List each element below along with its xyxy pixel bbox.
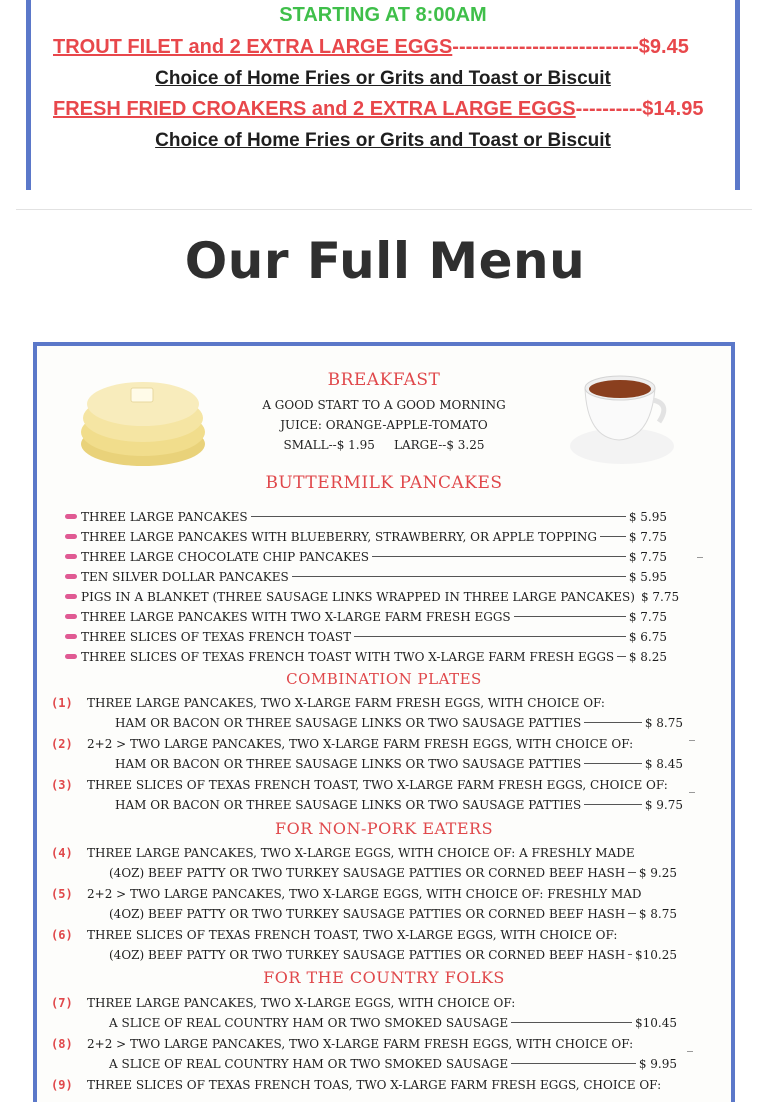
item-price: $ 7.75 [628,610,667,624]
scan-speck [687,1051,693,1052]
combo-number: (8) [51,1037,73,1051]
special-item-price: $14.95 [642,98,704,120]
item-price: $ 9.25 [638,866,677,880]
combo-description: 2+2 > TWO LARGE PANCAKES, TWO X-LARGE FARM FRESH EGGS, WITH CHOICE OF: [87,1037,634,1051]
special-item-name: TROUT FILET and 2 EXTRA LARGE EGGS [53,36,453,58]
item-price: $ 9.95 [638,1057,677,1071]
item-price: $10.45 [635,1016,677,1030]
item-price: $ 8.25 [628,650,667,664]
country-title: FOR THE COUNTRY FOLKS [263,968,505,987]
list-item: THREE LARGE PANCAKES WITH BLUEBERRY, STRAWBERRY, OR APPLE TOPPING $ 7.75 [65,530,667,546]
combo-number: (4) [51,846,73,860]
juice-prices [37,438,731,452]
item-price: $10.25 [635,948,677,962]
item-price: $ 5.95 [628,510,667,524]
combo-description: THREE SLICES OF TEXAS FRENCH TOAST, TWO X-LARGE FARM FRESH EGGS, CHOICE OF: [87,778,668,792]
combo-number: (6) [51,928,73,942]
combo-number: (3) [51,778,73,792]
item-price: $ 8.75 [638,907,677,921]
combo-description: 2+2 > TWO LARGE PANCAKES, TWO X-LARGE FARM FRESH EGGS, WITH CHOICE OF: [87,737,634,751]
item-price: $ 8.45 [644,757,683,771]
special-item-price: $9.45 [638,36,689,58]
combo-number: (2) [51,737,73,751]
combo-description: THREE SLICES OF TEXAS FRENCH TOAS, TWO X-LARGE FARM FRESH EGGS, CHOICE OF: [87,1078,662,1092]
scan-speck [697,557,703,558]
breakfast-tagline: A GOOD START TO A GOOD MORNING [262,398,506,412]
special-item-side: Choice of Home Fries or Grits and Toast or Biscuit [155,68,611,89]
combo-description: THREE LARGE PANCAKES, TWO X-LARGE FARM FRESH EGGS, WITH CHOICE OF: [87,696,605,710]
bullet-icon [65,574,77,579]
juice-options: JUICE: ORANGE-APPLE-TOMATO [280,418,488,432]
full-menu-image [33,342,735,1102]
bullet-icon [65,654,77,659]
combo-options: (4OZ) BEEF PATTY OR TWO TURKEY SAUSAGE PATTIES OR CORNED BEEF HASH $ 8.75 [109,907,677,921]
item-price: $ 7.75 [628,530,667,544]
list-item: THREE LARGE PANCAKES $ 5.95 [65,510,667,526]
combo-description: 2+2 > TWO LARGE PANCAKES, TWO X-LARGE EGGS, WITH CHOICE OF: FRESHLY MAD [87,887,642,901]
combo-description: THREE LARGE PANCAKES, TWO X-LARGE EGGS, WITH CHOICE OF: [87,996,516,1010]
combo-description: THREE SLICES OF TEXAS FRENCH TOAST, TWO X-LARGE EGGS, WITH CHOICE OF: [87,928,618,942]
list-item: THREE LARGE PANCAKES WITH TWO X-LARGE FARM FRESH EGGS $ 7.75 [65,610,667,626]
scan-speck [689,740,695,741]
special-menu-image [26,0,740,190]
juice-large-price: LARGE--$ 3.25 [393,438,485,452]
special-item [53,98,703,121]
list-item: THREE LARGE CHOCOLATE CHIP PANCAKES $ 7.75 [65,550,667,566]
special-item-name: FRESH FRIED CROAKERS and 2 EXTRA LARGE EGGS [53,98,576,120]
combo-options: HAM OR BACON OR THREE SAUSAGE LINKS OR TWO SAUSAGE PATTIES $ 9.75 [115,798,683,812]
combo-options: A SLICE OF REAL COUNTRY HAM OR TWO SMOKED SAUSAGE $ 9.95 [109,1057,677,1071]
list-item: THREE SLICES OF TEXAS FRENCH TOAST WITH TWO X-LARGE FARM FRESH EGGS $ 8.25 [65,650,667,666]
item-price: $ 5.95 [628,570,667,584]
combo-options: (4OZ) BEEF PATTY OR TWO TURKEY SAUSAGE PATTIES OR CORNED BEEF HASH $ 9.25 [109,866,677,880]
combo-number: (1) [51,696,73,710]
combo-options: (4OZ) BEEF PATTY OR TWO TURKEY SAUSAGE PATTIES OR CORNED BEEF HASH $10.25 [109,948,677,962]
combo-description: THREE LARGE PANCAKES, TWO X-LARGE EGGS, WITH CHOICE OF: A FRESHLY MADE [87,846,635,860]
pancakes-title: BUTTERMILK PANCAKES [265,473,503,493]
item-price: $ 7.75 [628,550,667,564]
combo-number: (9) [51,1078,73,1092]
special-item-side: Choice of Home Fries or Grits and Toast or Biscuit [155,130,611,151]
combo-number: (7) [51,996,73,1010]
list-item: TEN SILVER DOLLAR PANCAKES $ 5.95 [65,570,667,586]
bullet-icon [65,614,77,619]
special-item-dashes: ---------------------------- [452,36,639,58]
bullet-icon [65,594,77,599]
section-divider [16,209,752,210]
combo-number: (5) [51,887,73,901]
combination-title: COMBINATION PLATES [286,670,482,688]
page-title: Our Full Menu [184,232,586,290]
bullet-icon [65,634,77,639]
item-price: $ 9.75 [644,798,683,812]
item-price: $ 8.75 [644,716,683,730]
nonpork-title: FOR NON-PORK EATERS [274,819,494,838]
list-item: THREE SLICES OF TEXAS FRENCH TOAST $ 6.75 [65,630,667,646]
bullet-icon [65,534,77,539]
juice-small-price: SMALL--$ 1.95 [283,438,375,452]
special-start-time: STARTING AT 8:00AM [279,4,487,26]
combo-options: HAM OR BACON OR THREE SAUSAGE LINKS OR TWO SAUSAGE PATTIES $ 8.75 [115,716,683,730]
special-item-dashes: ---------- [575,98,643,120]
combo-options: A SLICE OF REAL COUNTRY HAM OR TWO SMOKED SAUSAGE $10.45 [109,1016,677,1030]
breakfast-title: BREAKFAST [327,370,441,390]
combo-options: HAM OR BACON OR THREE SAUSAGE LINKS OR TWO SAUSAGE PATTIES $ 8.45 [115,757,683,771]
list-item: PIGS IN A BLANKET (THREE SAUSAGE LINKS WRAPPED IN THREE LARGE PANCAKES) $ 7.75 [65,590,667,606]
special-item [53,36,689,59]
scan-speck [689,792,695,793]
item-price: $ 6.75 [628,630,667,644]
bullet-icon [65,554,77,559]
item-price: $ 7.75 [640,590,680,604]
bullet-icon [65,514,77,519]
